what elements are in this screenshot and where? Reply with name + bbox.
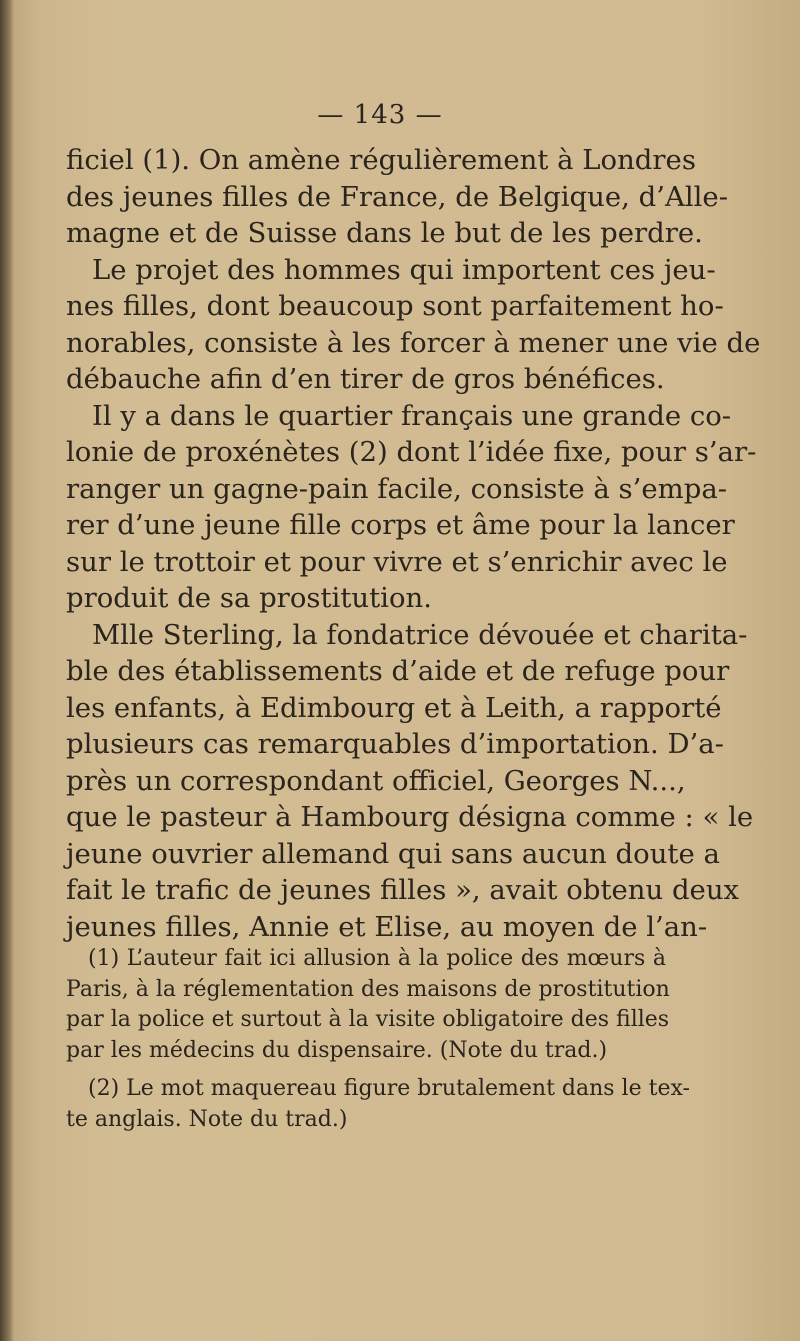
page-number: — 143 — (317, 100, 443, 130)
body-line: jeune ouvrier allemand qui sans aucun doute a (66, 837, 720, 870)
body-line: nes filles, dont beaucoup sont parfaitement ho- (66, 290, 724, 322)
body-line: jeunes filles, Annie et Elise, au moyen de l’an- (66, 910, 708, 943)
footnote-line: Paris, à la réglementation des maisons de prostitution (66, 976, 670, 1002)
body-line: ranger un gagne-pain facile, consiste à s’empa- (66, 472, 728, 505)
body-line: produit de sa prostitution. (66, 582, 432, 614)
body-line: sur le trottoir et pour vivre et s’enrichir avec le (66, 545, 728, 578)
body-line: magne et de Suisse dans le but de les perdre. (66, 217, 703, 249)
body-line: débauche afin d’en tirer de gros bénéfices. (66, 363, 665, 395)
body-line: près un correspondant officiel, Georges N..., (66, 764, 686, 797)
body-text (66, 142, 761, 945)
footnote-line: (2) Le mot maquereau figure brutalement dans le tex- (88, 1076, 690, 1101)
body-line: lonie de proxénètes (2) dont l’idée fixe, pour s’ar- (66, 436, 757, 468)
footnote-1 (66, 944, 670, 1066)
footnote-line: par les médecins du dispensaire. (Note du trad.) (66, 1037, 608, 1063)
page-spine-shadow (0, 0, 14, 1341)
body-line: Mlle Sterling, la fondatrice dévouée et charita- (92, 618, 748, 651)
body-line: ficiel (1). On amène régulièrement à Londres (66, 144, 696, 176)
body-line: ble des établissements d’aide et de refuge pour (66, 655, 730, 687)
body-line: les enfants, à Edimbourg et à Leith, a rapporté (66, 691, 722, 724)
footnote-line: par la police et surtout à la visite obligatoire des filles (66, 1007, 670, 1032)
footnotes (66, 944, 690, 1143)
body-line: plusieurs cas remarquables d’importation. D’a- (66, 728, 724, 760)
footnote-2 (66, 1074, 690, 1135)
body-line: des jeunes filles de France, de Belgique, d’Alle- (66, 180, 728, 213)
body-line: Il y a dans le quartier français une grande co- (92, 399, 732, 432)
footnote-line: te anglais. Note du trad.) (66, 1106, 348, 1132)
body-line: Le projet des hommes qui importent ces jeu- (92, 253, 716, 286)
footnote-line: (1) L’auteur fait ici allusion à la police des mœurs à (88, 946, 666, 971)
body-line: norables, consiste à les forcer à mener une vie de (66, 326, 761, 359)
body-line: que le pasteur à Hambourg désigna comme : « le (66, 801, 754, 833)
body-line: fait le trafic de jeunes filles », avait obtenu deux (66, 874, 740, 906)
body-line: rer d’une jeune fille corps et âme pour la lancer (66, 509, 735, 541)
